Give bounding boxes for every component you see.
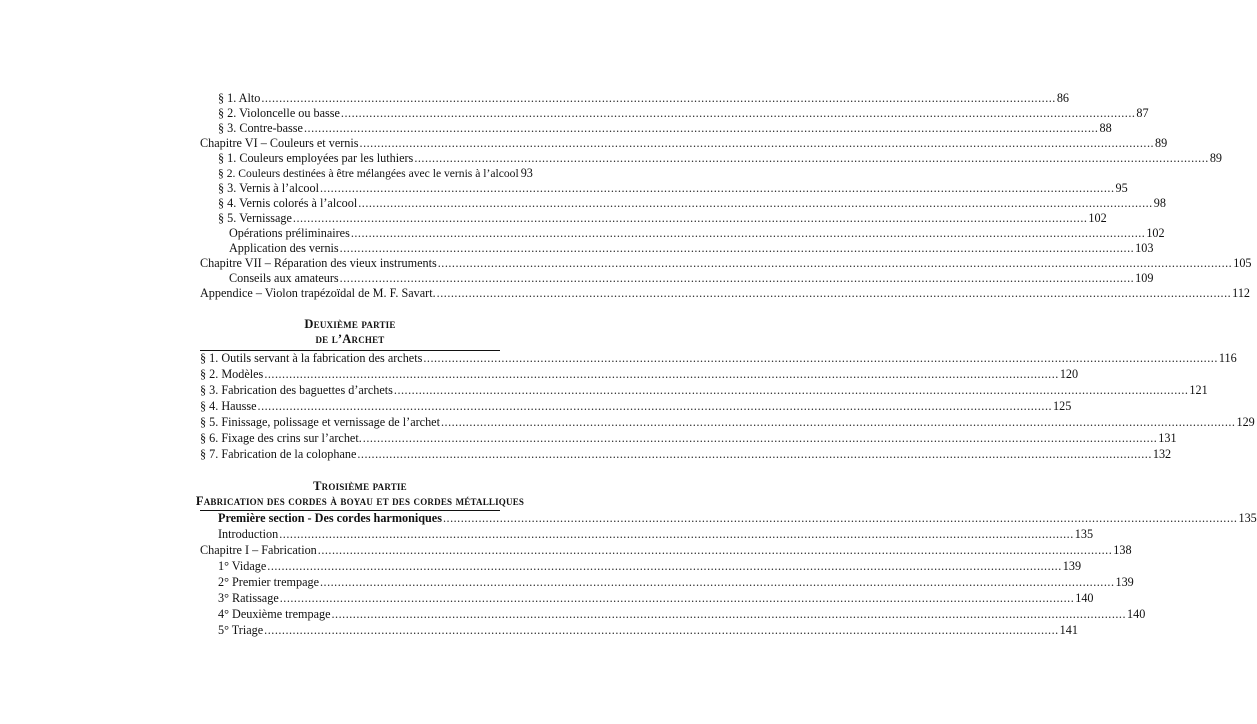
toc-page-number: 98 [1153, 196, 1166, 210]
toc-entry [200, 542, 1132, 558]
toc-page-number: 129 [1236, 415, 1255, 429]
toc-page-number: 102 [1088, 211, 1107, 225]
toc-page-number: 88 [1099, 121, 1112, 135]
dot-leader [341, 105, 1136, 121]
toc-entry-label: § 3. Contre-basse [218, 121, 303, 135]
toc-entry [218, 606, 1146, 622]
toc-entry-label: § 5. Finissage, polissage et vernissage de l’archet [200, 415, 440, 429]
toc-entry-label: Application des vernis [229, 241, 339, 255]
toc-page-number: 138 [1113, 543, 1132, 557]
toc-entry [218, 574, 1134, 590]
toc-entry [218, 120, 1112, 136]
toc-page-number: 89 [1155, 136, 1168, 150]
dot-leader [438, 255, 1233, 271]
toc-entry-label: § 5. Vernissage [218, 211, 292, 225]
dot-leader [318, 542, 1113, 558]
toc-entry [200, 285, 1251, 301]
toc-entry-label: 4° Deuxième trempage [218, 607, 331, 621]
toc-page-number: 135 [1238, 511, 1257, 525]
toc-entry-label: § 4. Vernis colorés à l’alcool [218, 196, 358, 210]
dot-leader [264, 366, 1059, 382]
toc-entry-label: § 2. Violoncelle ou basse [218, 106, 340, 120]
dot-leader [363, 430, 1158, 446]
toc-page-number: 86 [1056, 91, 1070, 105]
dot-leader [267, 558, 1062, 574]
toc-page-number: 89 [1209, 151, 1222, 165]
toc-entry-label: § 1. Couleurs employées par les luthiers [218, 151, 414, 165]
toc-entry [200, 366, 1079, 382]
toc-entry-label: 1° Vidage [218, 559, 267, 573]
toc-page-number: 125 [1053, 399, 1072, 413]
toc-entry [200, 135, 1168, 151]
toc-entry [218, 558, 1082, 574]
dot-leader [258, 398, 1053, 414]
toc-entry-label: 3° Ratissage [218, 591, 279, 605]
toc-entry [218, 195, 1166, 211]
toc-entry [218, 90, 1070, 106]
toc-entry [218, 150, 1222, 166]
toc-entry [200, 414, 1255, 430]
toc-entry-label: § 3. Fabrication des baguettes d’archets [200, 383, 393, 397]
toc-entry-label: Chapitre VI – Couleurs et vernis [200, 136, 359, 150]
toc-page-number: 135 [1074, 527, 1094, 541]
toc-entry-label: Appendice – Violon trapézoïdal de M. F. Savart. [200, 286, 436, 300]
toc-entry [218, 590, 1094, 606]
toc-entry [218, 105, 1149, 121]
toc-page-number: 103 [1135, 241, 1154, 255]
dot-leader [340, 270, 1135, 286]
dot-leader [340, 240, 1135, 256]
dot-leader [351, 225, 1146, 241]
dot-leader [357, 446, 1152, 462]
toc-entry [218, 526, 1094, 542]
toc-page-number: 140 [1127, 607, 1146, 621]
dot-leader [443, 510, 1238, 526]
toc-entry [200, 430, 1177, 446]
toc-entry-label: Opérations préliminaires [229, 226, 350, 240]
part3-title [150, 479, 570, 509]
dot-leader [320, 574, 1115, 590]
part3-title-line2: Fabrication des cordes à boyau et des cordes métalliques [195, 494, 525, 508]
toc-entry-label: 5° Triage [218, 623, 264, 637]
dot-leader [358, 195, 1153, 211]
toc-entry-label: § 4. Hausse [200, 399, 257, 413]
dot-leader [423, 350, 1218, 366]
toc-entry [229, 225, 1165, 241]
toc-entry-label: § 1. Alto [218, 91, 261, 105]
dot-leader [293, 210, 1088, 226]
toc-page-number: 112 [1232, 286, 1251, 300]
part2-title [200, 317, 500, 347]
toc-entry-label: Introduction [218, 527, 279, 541]
toc-entry [218, 165, 533, 181]
toc-entry [200, 398, 1072, 414]
toc-page-number: 121 [1189, 383, 1208, 397]
dot-leader [360, 135, 1155, 151]
toc-page-number: 102 [1146, 226, 1165, 240]
toc-entry-label: § 1. Outils servant à la fabrication des archets [200, 351, 423, 365]
toc-entry-label: § 2. Couleurs destinées à être mélangées avec le vernis à l’alcool [218, 167, 519, 180]
toc-entry-label: 2° Premier trempage [218, 575, 319, 589]
dot-leader [441, 414, 1236, 430]
toc-page-number: 105 [1233, 256, 1252, 270]
part3-title-line1: Troisième partie [313, 479, 407, 493]
toc-entry-label: Chapitre VII – Réparation des vieux instruments [200, 256, 437, 270]
toc-entry-label: § 3. Vernis à l’alcool [218, 181, 319, 195]
toc-page-number: 93 [520, 166, 533, 180]
toc-page-number: 87 [1136, 106, 1149, 120]
dot-leader [264, 622, 1059, 638]
toc-page-number: 139 [1062, 559, 1082, 573]
dot-leader [394, 382, 1189, 398]
toc-page-number: 141 [1059, 623, 1078, 637]
toc-entry [218, 210, 1107, 226]
toc-page-number: 132 [1152, 447, 1172, 461]
toc-entry [229, 240, 1154, 256]
dot-leader [320, 180, 1115, 196]
dot-leader [332, 606, 1127, 622]
toc-entry-label: Conseils aux amateurs [229, 271, 339, 285]
dot-leader [437, 285, 1232, 301]
toc-entry [229, 270, 1154, 286]
toc-entry [200, 255, 1252, 271]
part2-title-line1: Deuxième partie [304, 317, 396, 331]
dot-leader [261, 90, 1056, 106]
toc-page-number: 139 [1115, 575, 1134, 589]
toc-page-number: 140 [1075, 591, 1094, 605]
dot-leader [414, 150, 1209, 166]
toc-page-number: 131 [1158, 431, 1177, 445]
dot-leader [279, 526, 1074, 542]
toc-entry-label: Chapitre I – Fabrication [200, 543, 317, 557]
toc-entry [218, 510, 1257, 526]
toc-entry [218, 622, 1078, 638]
dot-leader [304, 120, 1099, 136]
toc-entry-label: § 2. Modèles [200, 367, 264, 381]
toc-entry-label: Première section - Des cordes harmoniques [218, 511, 442, 525]
toc-page-number: 116 [1218, 351, 1237, 365]
toc-entry [200, 446, 1172, 462]
dot-leader [280, 590, 1075, 606]
toc-entry [218, 180, 1128, 196]
toc-entry [200, 382, 1208, 398]
toc-page-number: 109 [1135, 271, 1154, 285]
toc-entry [200, 350, 1237, 366]
toc-page-number: 95 [1115, 181, 1128, 195]
toc-entry-label: § 7. Fabrication de la colophane [200, 447, 357, 461]
part2-title-line2: de l’Archet [315, 332, 385, 346]
toc-entry-label: § 6. Fixage des crins sur l’archet. [200, 431, 362, 445]
toc-page-number: 120 [1059, 367, 1079, 381]
